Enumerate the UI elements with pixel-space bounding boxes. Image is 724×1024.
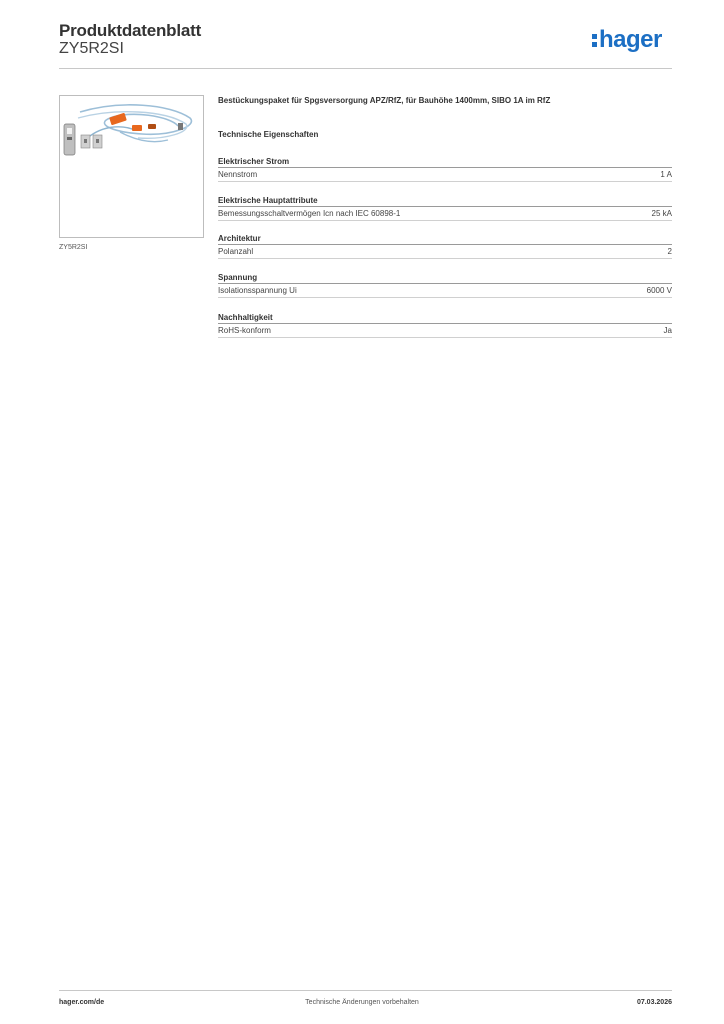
property-value: Ja — [663, 326, 672, 335]
property-value: 2 — [667, 247, 672, 256]
property-row — [218, 284, 672, 298]
logo-colon-icon — [592, 28, 597, 48]
group-elektrischer-strom — [218, 156, 672, 182]
product-code: ZY5R2SI — [59, 40, 124, 57]
property-row — [218, 168, 672, 182]
hager-logo — [592, 28, 662, 52]
property-value: 25 kA — [651, 209, 672, 218]
property-value: 6000 V — [646, 286, 672, 295]
section-heading: Technische Eigenschaften — [218, 130, 319, 139]
property-label: Nennstrom — [218, 170, 258, 179]
group-title: Elektrische Hauptattribute — [218, 195, 672, 207]
property-label: Bemessungsschaltvermögen Icn nach IEC 60898-1 — [218, 209, 401, 218]
property-row — [218, 245, 672, 259]
group-spannung — [218, 272, 672, 298]
header-divider — [59, 68, 672, 69]
footer-website-link[interactable]: hager.com/de — [59, 999, 105, 1006]
group-elektrische-hauptattribute — [218, 195, 672, 221]
product-description: Bestückungspaket für Spgsversorgung APZ/RfZ, für Bauhöhe 1400mm, SIBO 1A im RfZ — [218, 96, 551, 105]
footer-notice: Technische Änderungen vorbehalten — [305, 999, 419, 1006]
property-label: Polanzahl — [218, 247, 254, 256]
property-row — [218, 207, 672, 221]
property-value: 1 A — [660, 170, 672, 179]
group-title: Architektur — [218, 233, 672, 245]
product-image — [59, 95, 204, 238]
group-title: Nachhaltigkeit — [218, 312, 672, 324]
product-illustration — [60, 96, 203, 237]
footer-date: 07.03.2026 — [636, 999, 672, 1006]
group-title: Elektrischer Strom — [218, 156, 672, 168]
image-caption: ZY5R2SI — [59, 244, 88, 251]
logo-wordmark: hager — [599, 26, 662, 53]
property-row — [218, 324, 672, 338]
group-title: Spannung — [218, 272, 672, 284]
property-label: RoHS-konform — [218, 326, 271, 335]
page-title: Produktdatenblatt — [59, 21, 202, 40]
group-nachhaltigkeit — [218, 312, 672, 338]
group-architektur — [218, 233, 672, 259]
property-label: Isolationsspannung Ui — [218, 286, 297, 295]
footer-divider — [59, 990, 672, 991]
